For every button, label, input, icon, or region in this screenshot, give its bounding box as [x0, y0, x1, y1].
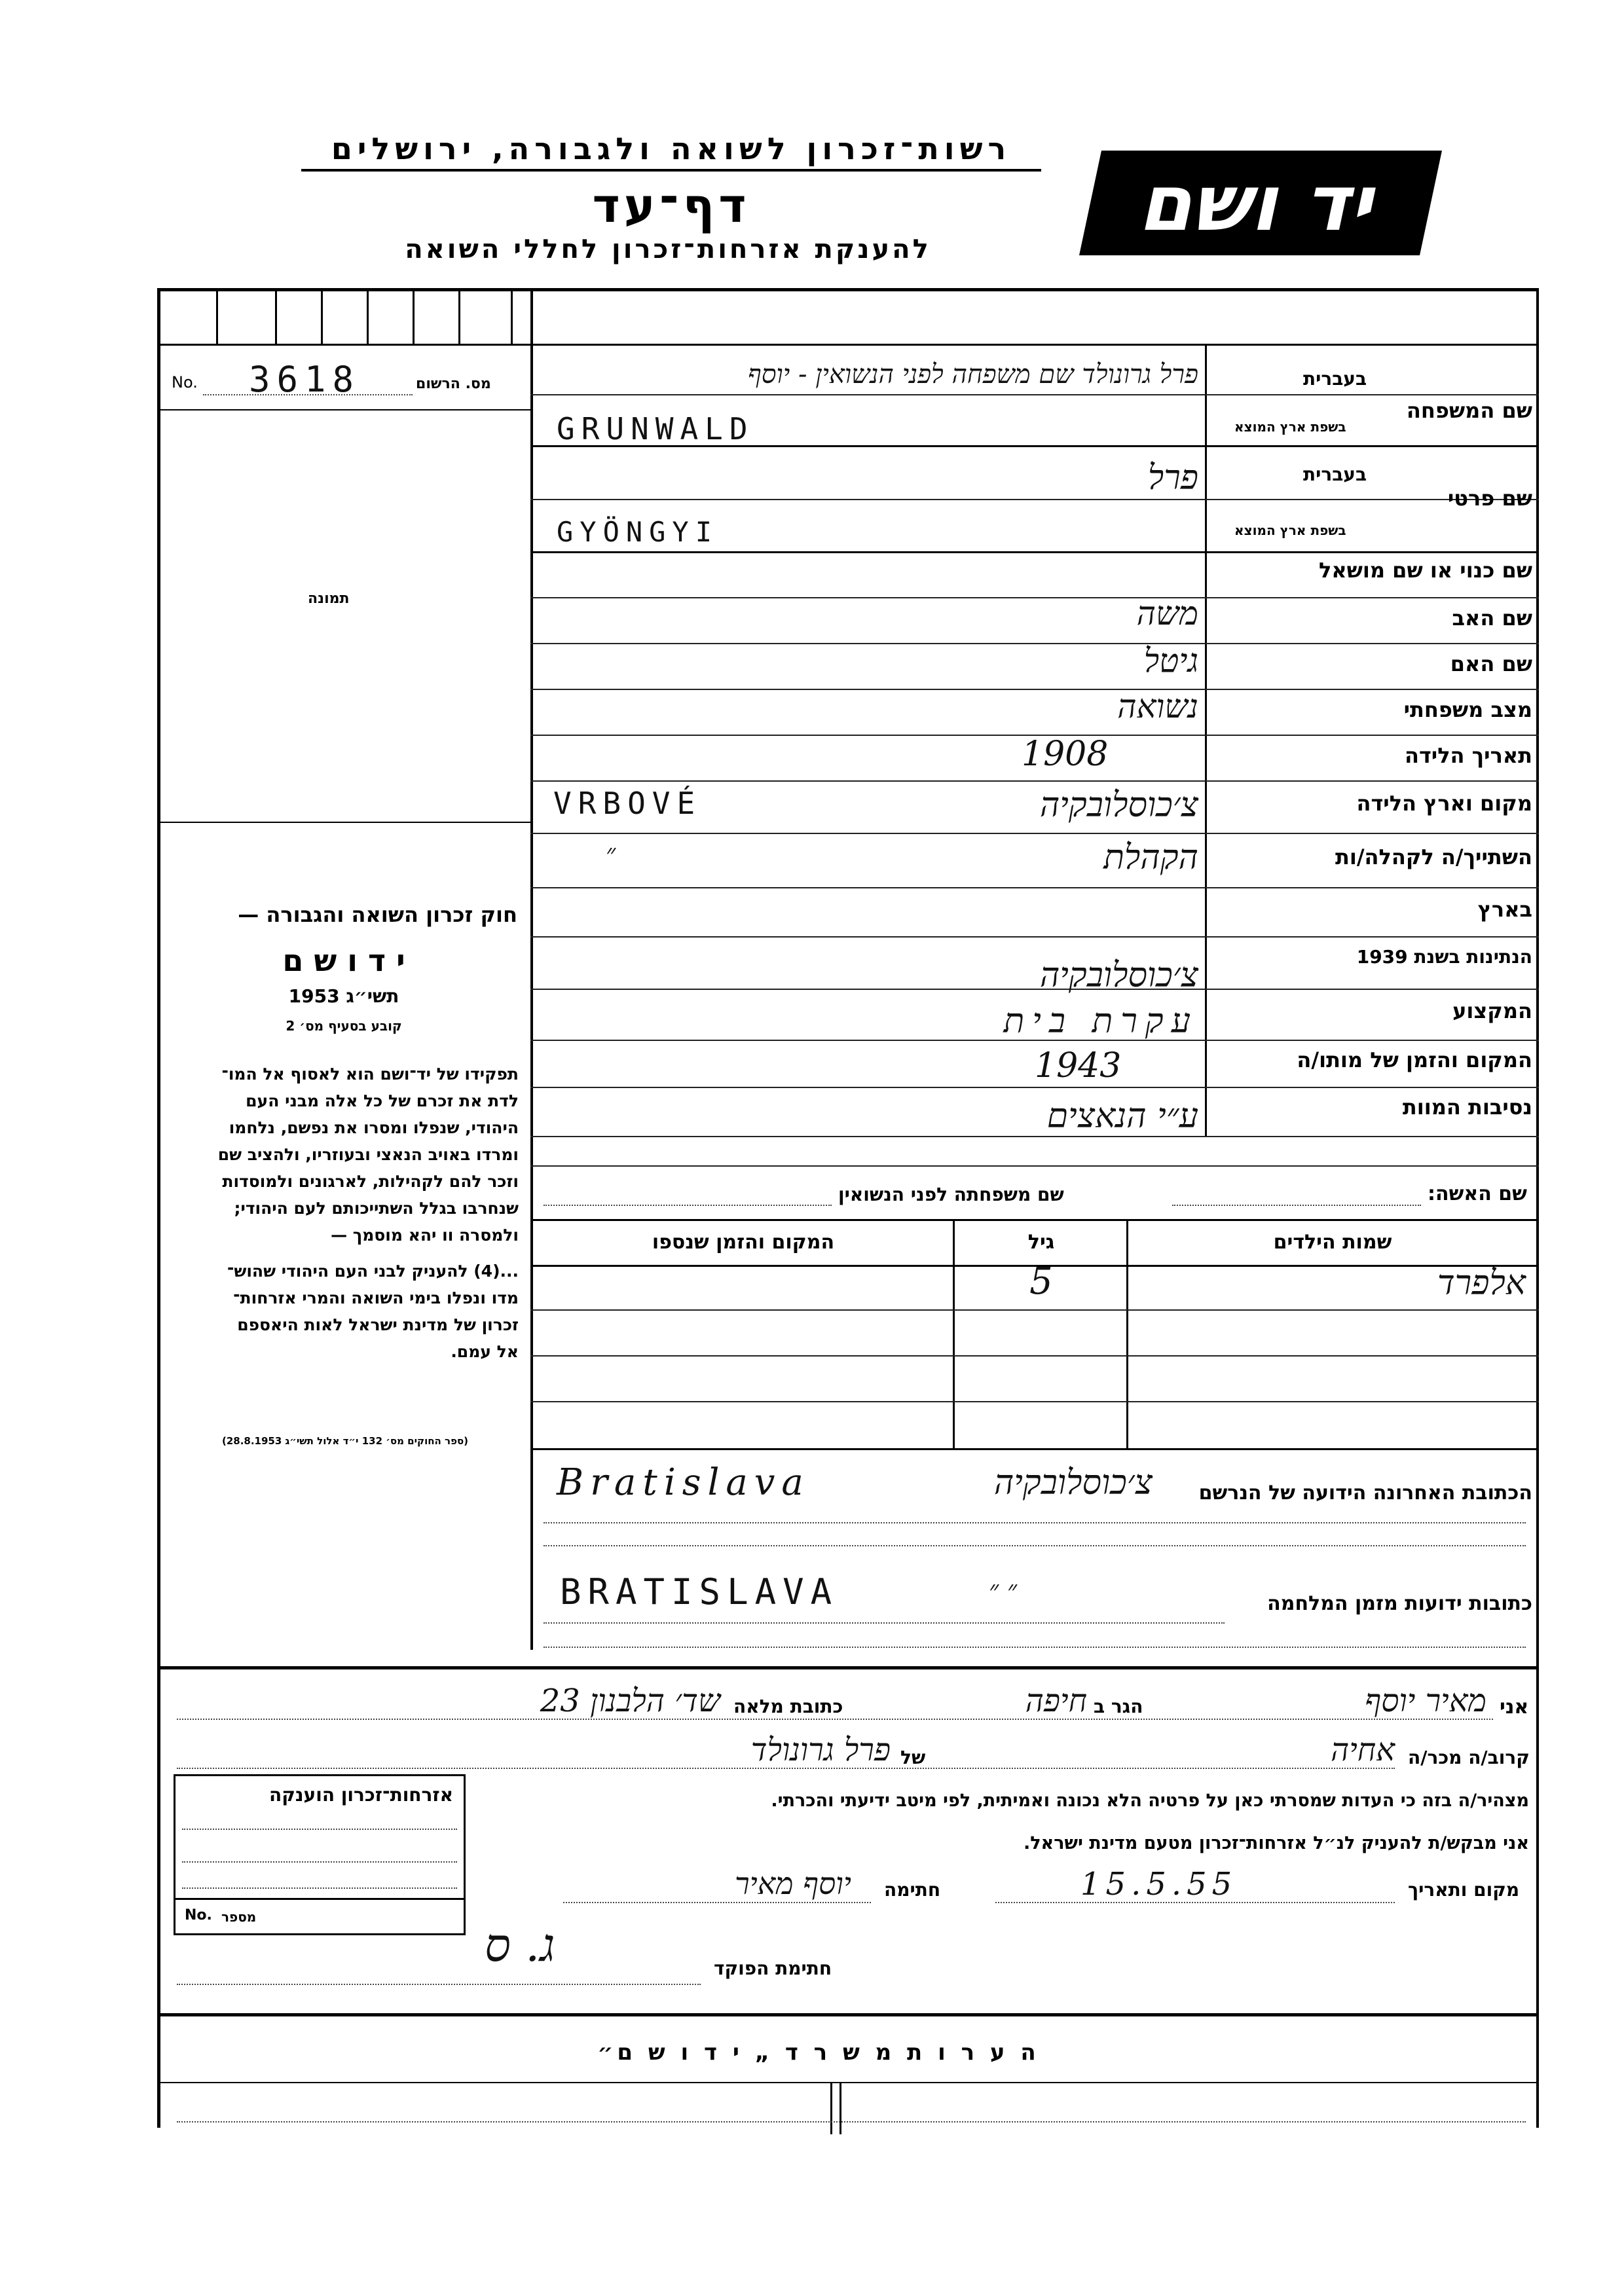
wartime-address-label: כתובות ידועות מזמן המלחמה: [1267, 1592, 1532, 1615]
last-address-hebrew[interactable]: צ׳כוסלובקיה: [993, 1463, 1153, 1503]
statement-request: אני מבקש/ת להעניק לנ״ל אזרחות־זכרון מטעם מדינת ישראל.: [1023, 1833, 1529, 1853]
profession-value[interactable]: עקרת בית: [1003, 1002, 1198, 1041]
law-body: תפקידו של יד־ושם הוא לאסוף אל המו־ לדת את זכרם של כל אלה מבני העם היהודי, שנפלו ומסרו את נפשם, נלחמו ומרדו באויב הנאצי ובעוזריו, ולהציב שם וזכר להם לקהילות, לארגונים ולמוסדות שנחרבו בגלל השתייכותם לעם היהודי; ולמסרה וו יהא מוסמך — ...(4) להעניק לבני העם היהודי שהוש־ מדו ונפלו בימי השואה והמרי אזרחות־ זכרון של מדינת ישראל לאות היאספם אל עמם.: [217, 1065, 519, 1361]
relation-label: קרוב/ה מכר/ה: [1408, 1747, 1530, 1768]
birth-date-label: תאריך הלידה: [1404, 743, 1532, 768]
registration-label: מס. הרשום: [416, 376, 491, 392]
community-ditto[interactable]: ״: [606, 839, 616, 869]
law-clause: קובע בסעיף מס׳ 2: [286, 1018, 402, 1034]
declarant-address[interactable]: שד׳ הלבנון 23: [540, 1683, 720, 1719]
officer-signature[interactable]: ג. ס: [485, 1918, 555, 1972]
citizenship-granted-title: אזרחות־זכרון הוענקה: [269, 1784, 453, 1806]
citizenship-granted-box: [174, 1774, 466, 1935]
registration-no-label: No.: [172, 373, 198, 392]
family-name-hebrew-label: בעברית: [1303, 368, 1367, 390]
wartime-address-value[interactable]: BRATISLAVA: [560, 1571, 839, 1613]
birth-place-label: מקום וארץ הלידה: [1356, 791, 1532, 816]
place-date-value[interactable]: 15.5.55: [1080, 1866, 1238, 1903]
signature-label: חתימה: [884, 1879, 941, 1901]
first-name-hebrew-label: בעברית: [1303, 464, 1367, 485]
last-address-value[interactable]: Bratislava: [557, 1461, 810, 1504]
profession-label: המקצוע: [1452, 998, 1532, 1023]
citizenship-number-label: מספר: [221, 1909, 257, 1925]
first-name-native-label: בשפת ארץ המוצא: [1234, 522, 1346, 538]
death-place-time-label: המקום והזמן של מותו/ה: [1297, 1048, 1532, 1072]
marital-status-value[interactable]: נשואה: [1117, 687, 1198, 725]
birth-place-value[interactable]: צ׳כוסלובקיה: [1039, 786, 1198, 825]
nickname-label: שם כנוי או שם מושאל: [1318, 558, 1532, 583]
statement-truth: מצהיר/ה בזה כי העדות שמסרתי כאן על פרטיה הלא נכונה ואמיתית, לפי מיטב ידיעתי והכרתי.: [771, 1791, 1529, 1811]
birth-place-town[interactable]: VRBOVÉ: [553, 786, 702, 821]
citizenship-1939-label: הנתינות בשנת 1939: [1356, 946, 1532, 968]
first-name-label: שם פרטי: [1447, 486, 1532, 511]
last-address-label: הכתובת האחרונה הידועה של הנרשם: [1198, 1482, 1532, 1504]
children-names-header: שמות הילדים: [1273, 1231, 1392, 1254]
children-age-header: גיל: [1027, 1231, 1055, 1254]
citizenship-1939-value[interactable]: צ׳כוסלובקיה: [1039, 956, 1198, 995]
family-name-label: שם המשפחה: [1406, 398, 1532, 423]
photo-placeholder: תמונה: [308, 591, 350, 607]
family-name-hebrew-value[interactable]: פרל גרונולד שם משפחה לפני הנשואין - יוסף: [748, 359, 1198, 390]
death-cause-label: נסיבות המוות: [1402, 1095, 1532, 1120]
officer-signature-label: חתימת הפוקד: [714, 1958, 832, 1979]
death-cause-value[interactable]: ע״י הנאצים: [1046, 1097, 1198, 1136]
place-date-label: מקום ותאריך: [1408, 1879, 1520, 1901]
first-name-native-value[interactable]: GYÖNGYI: [557, 516, 719, 548]
yad-vashem-logo: יד ושם: [1079, 151, 1442, 255]
relation-value[interactable]: אחיה: [1331, 1732, 1395, 1768]
declarant-i-label: אני: [1500, 1696, 1529, 1719]
citizenship-no-label: No.: [185, 1907, 212, 1923]
form-name: דף־עד: [592, 178, 750, 233]
birth-date-value[interactable]: 1908: [1022, 735, 1109, 774]
community-label: השתייך/ה לקהלה/ות: [1335, 845, 1532, 869]
registration-number[interactable]: 3618: [249, 359, 361, 400]
mother-value[interactable]: גיטל: [1143, 642, 1198, 680]
law-title: חוק זכרון השואה והגבורה —: [238, 902, 517, 927]
resides-label: הגר ב: [1094, 1696, 1143, 1717]
declarant-city[interactable]: חיפה: [1025, 1683, 1087, 1719]
declarant-signature[interactable]: יוסף מאיר: [735, 1866, 851, 1901]
child-name[interactable]: אלפרד: [1437, 1264, 1526, 1303]
father-label: שם האב: [1452, 606, 1532, 630]
child-age[interactable]: 5: [1029, 1260, 1053, 1303]
of-name[interactable]: פרל גרונולד: [750, 1732, 891, 1768]
mother-label: שם האם: [1450, 651, 1532, 676]
law-year: תשי״ג 1953: [288, 985, 399, 1007]
country-label: בארץ: [1477, 897, 1532, 922]
children-place-header: המקום והזמן שנספו: [652, 1231, 835, 1254]
law-name: י ד ו ש ם: [282, 943, 405, 978]
authority-title: רשות־זכרון לשואה ולגבורה, ירושלים: [301, 131, 1041, 172]
marital-status-label: מצב משפחתי: [1403, 697, 1532, 722]
declarant-name[interactable]: מאיר יוסף: [1365, 1683, 1486, 1719]
death-place-time-value[interactable]: 1943: [1035, 1046, 1122, 1085]
law-citation: (ספר החוקים מס׳ 132 י״ד אלול תשי״ג 28.8.1953): [221, 1435, 469, 1447]
family-name-native-value[interactable]: GRUNWALD: [557, 411, 754, 446]
office-notes-label: ה ע ר ו ת מ ש ר ד „ י ד ו ש ם״: [597, 2039, 1040, 2066]
wartime-address-hebrew[interactable]: ״ ״: [989, 1575, 1018, 1605]
form-subtitle: להענקת אזרחות־זכרון לחללי השואה: [405, 234, 931, 264]
father-value[interactable]: משה: [1136, 594, 1198, 632]
spouse-label: שם האשה:: [1428, 1182, 1527, 1205]
family-name-native-label: בשפת ארץ המוצא: [1234, 419, 1346, 435]
of-label: של: [900, 1747, 926, 1768]
community-value[interactable]: הקהלת: [1103, 838, 1198, 877]
full-address-label: כתובת מלאה: [733, 1696, 843, 1717]
first-name-hebrew-value[interactable]: פרל: [1147, 458, 1198, 498]
spouse-maiden-label: שם משפחתה לפני הנשואין: [838, 1184, 1064, 1205]
